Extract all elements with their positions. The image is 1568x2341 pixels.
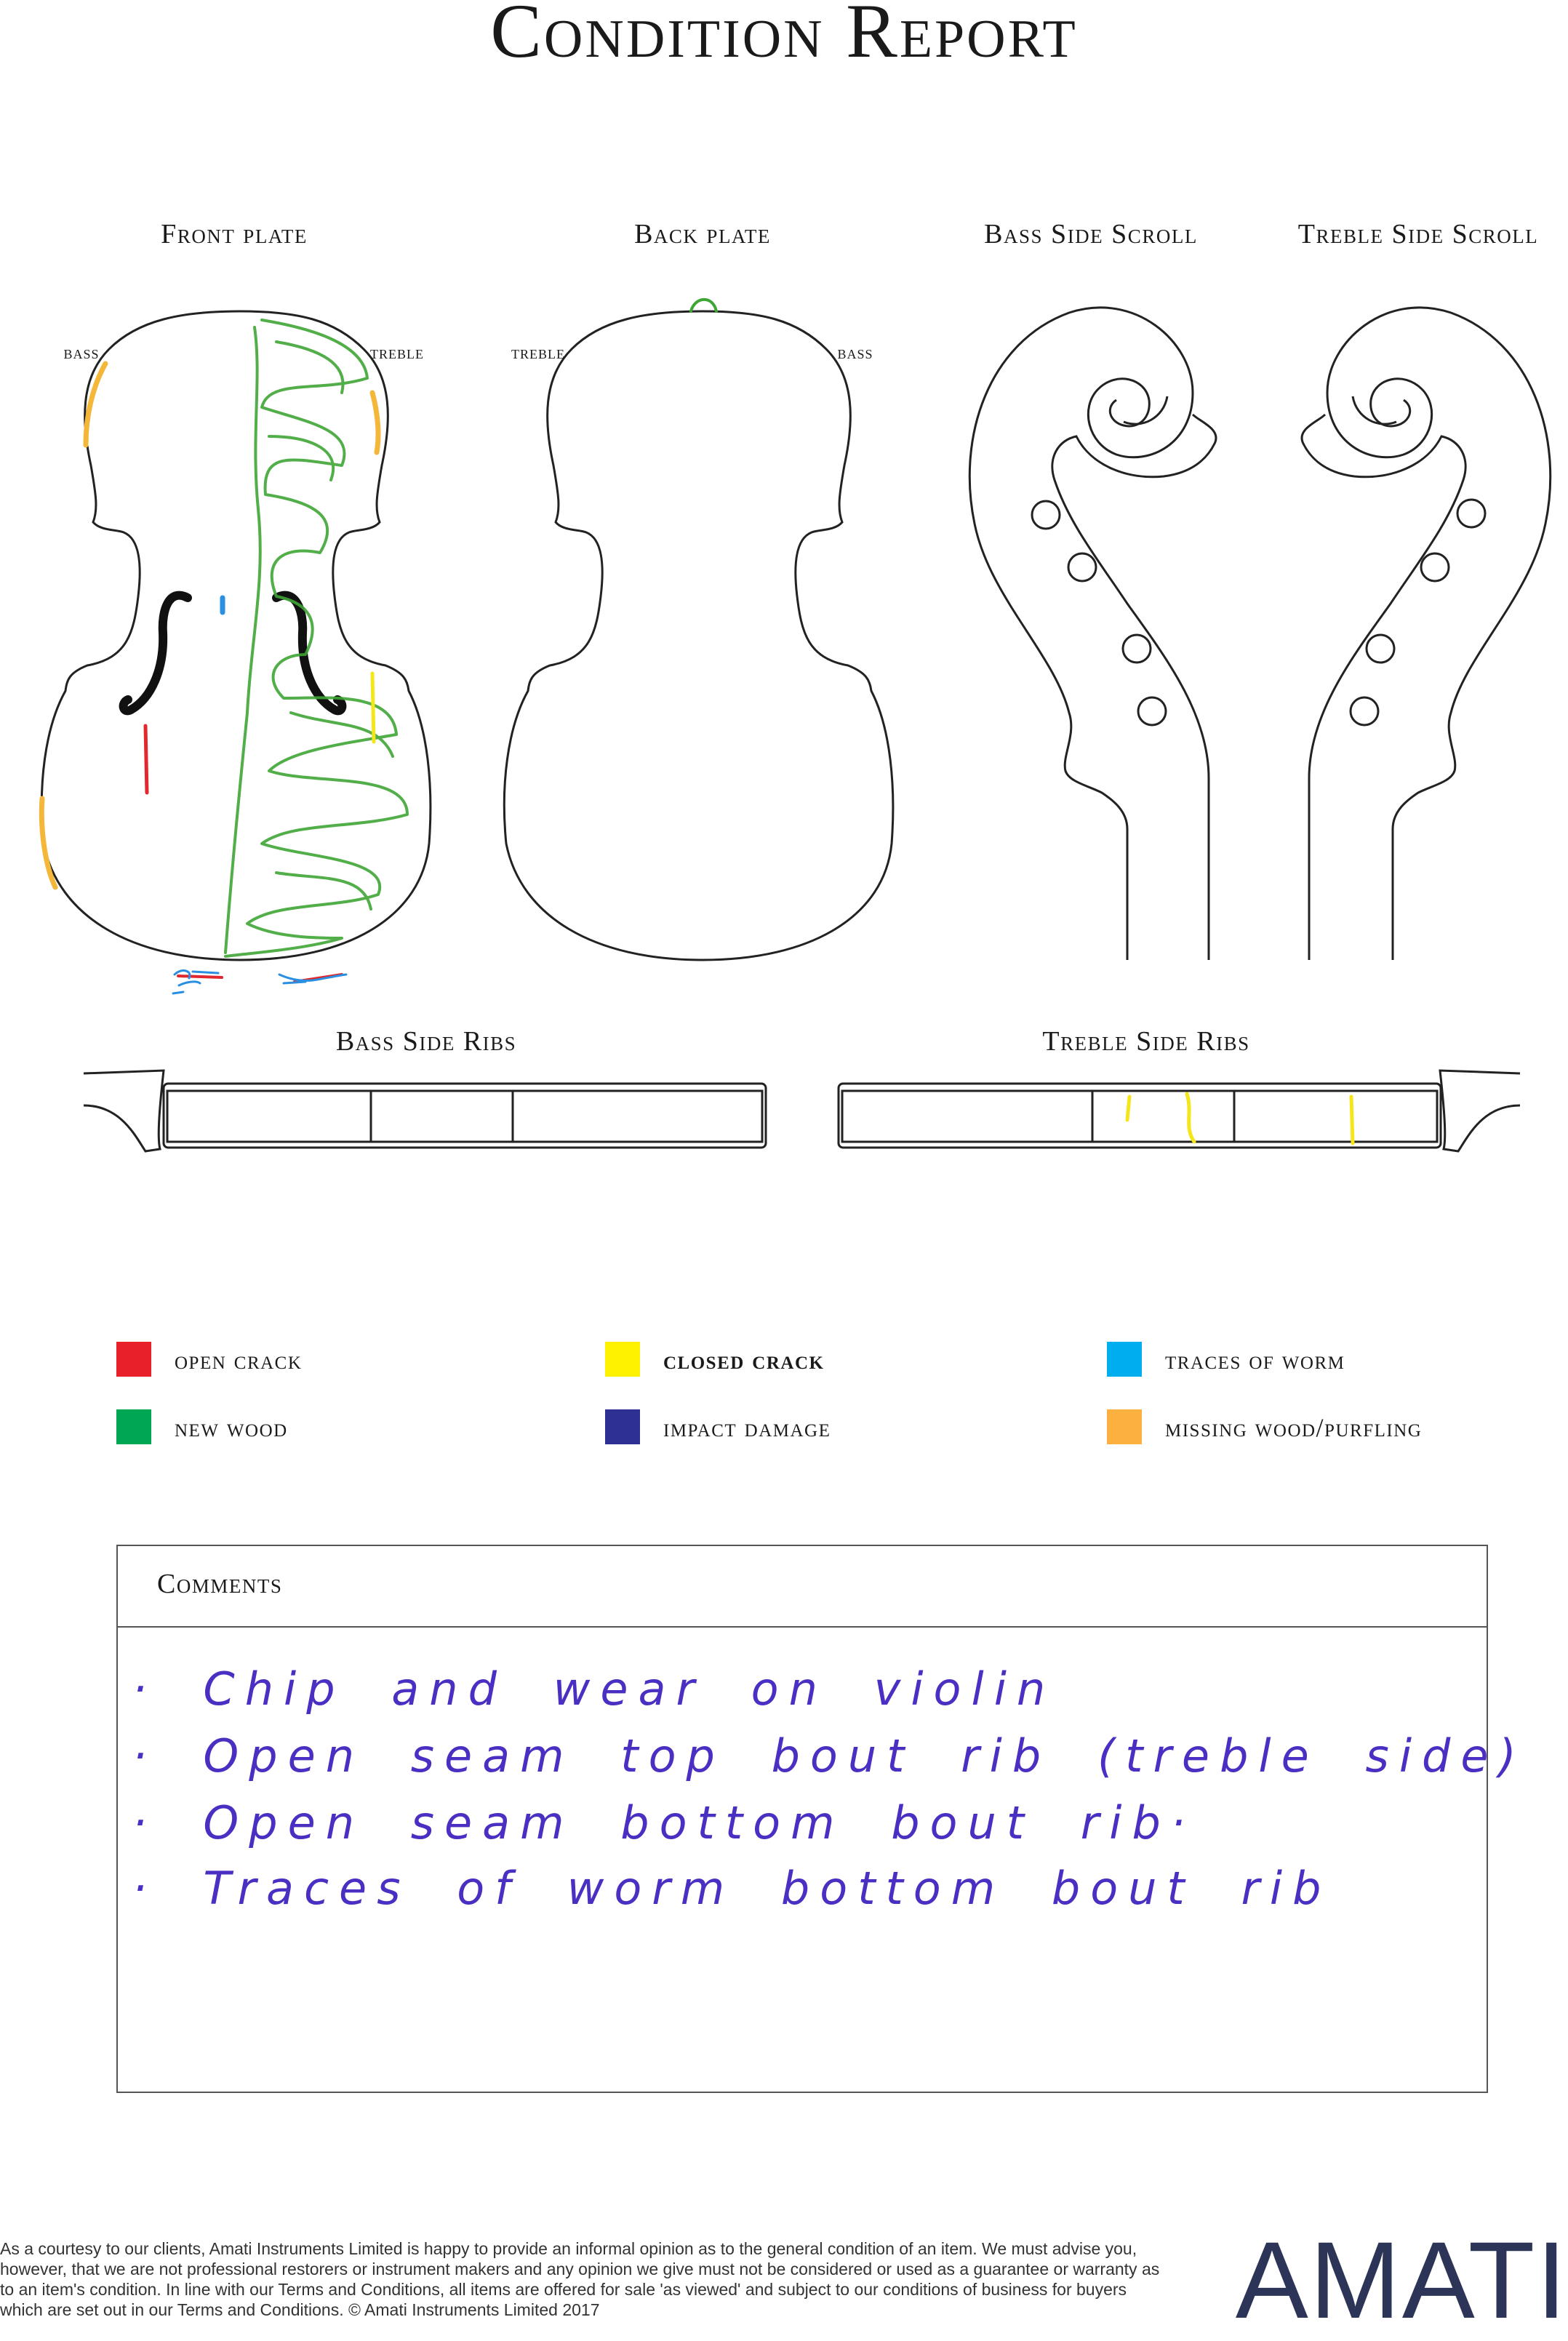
f-hole-right [276, 596, 342, 711]
disclaimer-text: As a courtesy to our clients, Amati Instruments Limited is happy to provide an informal opinion as to the general condition of an item. We must advise you, however, that we are not professional restorers or instrument makers and any opinion we give must not be considered or used as a guarantee or warranty as to an item's condition. In line with our Terms and Conditions, all items are offered for sale 'as viewed' and subject to our conditions of business for buyers which are set out in our Terms and Conditions. © Amati Instruments Limited 2017 [0, 2239, 1160, 2319]
back-plate-label: Back plate [634, 219, 771, 249]
f-holes [124, 596, 343, 711]
bass-scroll-outline [969, 308, 1193, 960]
legend-swatch-impact-damage [605, 1409, 640, 1444]
front-plate-label: Front plate [161, 219, 308, 249]
legend-swatch-closed-crack [605, 1342, 640, 1377]
comments-title: Comments [157, 1569, 283, 1599]
new-wood-marking [225, 320, 407, 956]
f-hole-left [124, 596, 188, 711]
back-treble-side-label: treble [511, 342, 565, 363]
comment-line-2: · Open seam top bout rib (treble side) [132, 1729, 1527, 1782]
closed-crack-marking-rib-1 [1127, 1097, 1129, 1120]
back-bass-side-label: bass [837, 342, 873, 363]
treble-side-ribs [839, 1071, 1520, 1151]
legend-label: open crack [175, 1345, 303, 1374]
closed-crack-marking-rib-3 [1351, 1097, 1353, 1143]
front-treble-side-label: treble [370, 342, 424, 363]
worm-marking-bottom [173, 971, 346, 993]
missing-wood-marking-upper-treble [372, 393, 378, 452]
comments-header [118, 1546, 1487, 1628]
legend-swatch-open-crack [116, 1342, 151, 1377]
legend-label: impact damage [663, 1413, 831, 1442]
treble-ribs-label: Treble Side Ribs [1042, 1026, 1250, 1057]
comments-box [116, 1545, 1527, 2093]
bass-peg-hole-3 [1123, 635, 1151, 663]
bass-scroll-neck [1052, 415, 1216, 960]
legend-label: closed crack [663, 1345, 825, 1374]
back-plate-outline [504, 311, 893, 960]
treble-peg-hole-4 [1351, 697, 1378, 725]
legend-label: new wood [175, 1413, 288, 1442]
damage-markings [41, 300, 1353, 1236]
front-bass-side-label: bass [63, 342, 100, 363]
treble-scroll-outline [1327, 308, 1551, 960]
bass-ribs-label: Bass Side Ribs [335, 1026, 517, 1057]
legend-swatch-missing-wood [1107, 1409, 1142, 1444]
treble-peg-hole-2 [1421, 553, 1449, 581]
brand-logo: AMATI [1235, 2219, 1568, 2341]
bass-peg-hole-2 [1068, 553, 1096, 581]
closed-crack-marking-rib-2 [1187, 1094, 1194, 1142]
legend-label: traces of worm [1165, 1345, 1345, 1374]
open-crack-marking [145, 726, 147, 793]
bass-side-ribs [84, 1071, 766, 1151]
comment-line-4: · Traces of worm bottom bout rib [132, 1862, 1332, 1915]
treble-peg-hole-3 [1367, 635, 1394, 663]
comment-line-1: · Chip and wear on violin [132, 1662, 1056, 1716]
treble-scroll-label: Treble Side Scroll [1297, 219, 1539, 249]
closed-crack-marking-front [372, 673, 374, 742]
bass-peg-hole-1 [1032, 501, 1060, 529]
legend-swatch-new-wood [116, 1409, 151, 1444]
comment-line-3: · Open seam bottom bout rib· [132, 1796, 1196, 1849]
treble-scroll-neck [1302, 415, 1465, 960]
legend-swatch-traces-of-worm [1107, 1342, 1142, 1377]
treble-peg-hole-1 [1457, 500, 1485, 527]
missing-wood-marking-upper-bass [86, 364, 105, 445]
front-plate-outline [41, 311, 431, 960]
bass-scroll-label: Bass Side Scroll [984, 219, 1198, 249]
bass-peg-hole-4 [1138, 697, 1166, 725]
new-wood-marking-top-button [691, 300, 716, 311]
page-title: Condition Report [490, 0, 1078, 73]
legend-label: missing wood/purfling [1165, 1413, 1423, 1442]
